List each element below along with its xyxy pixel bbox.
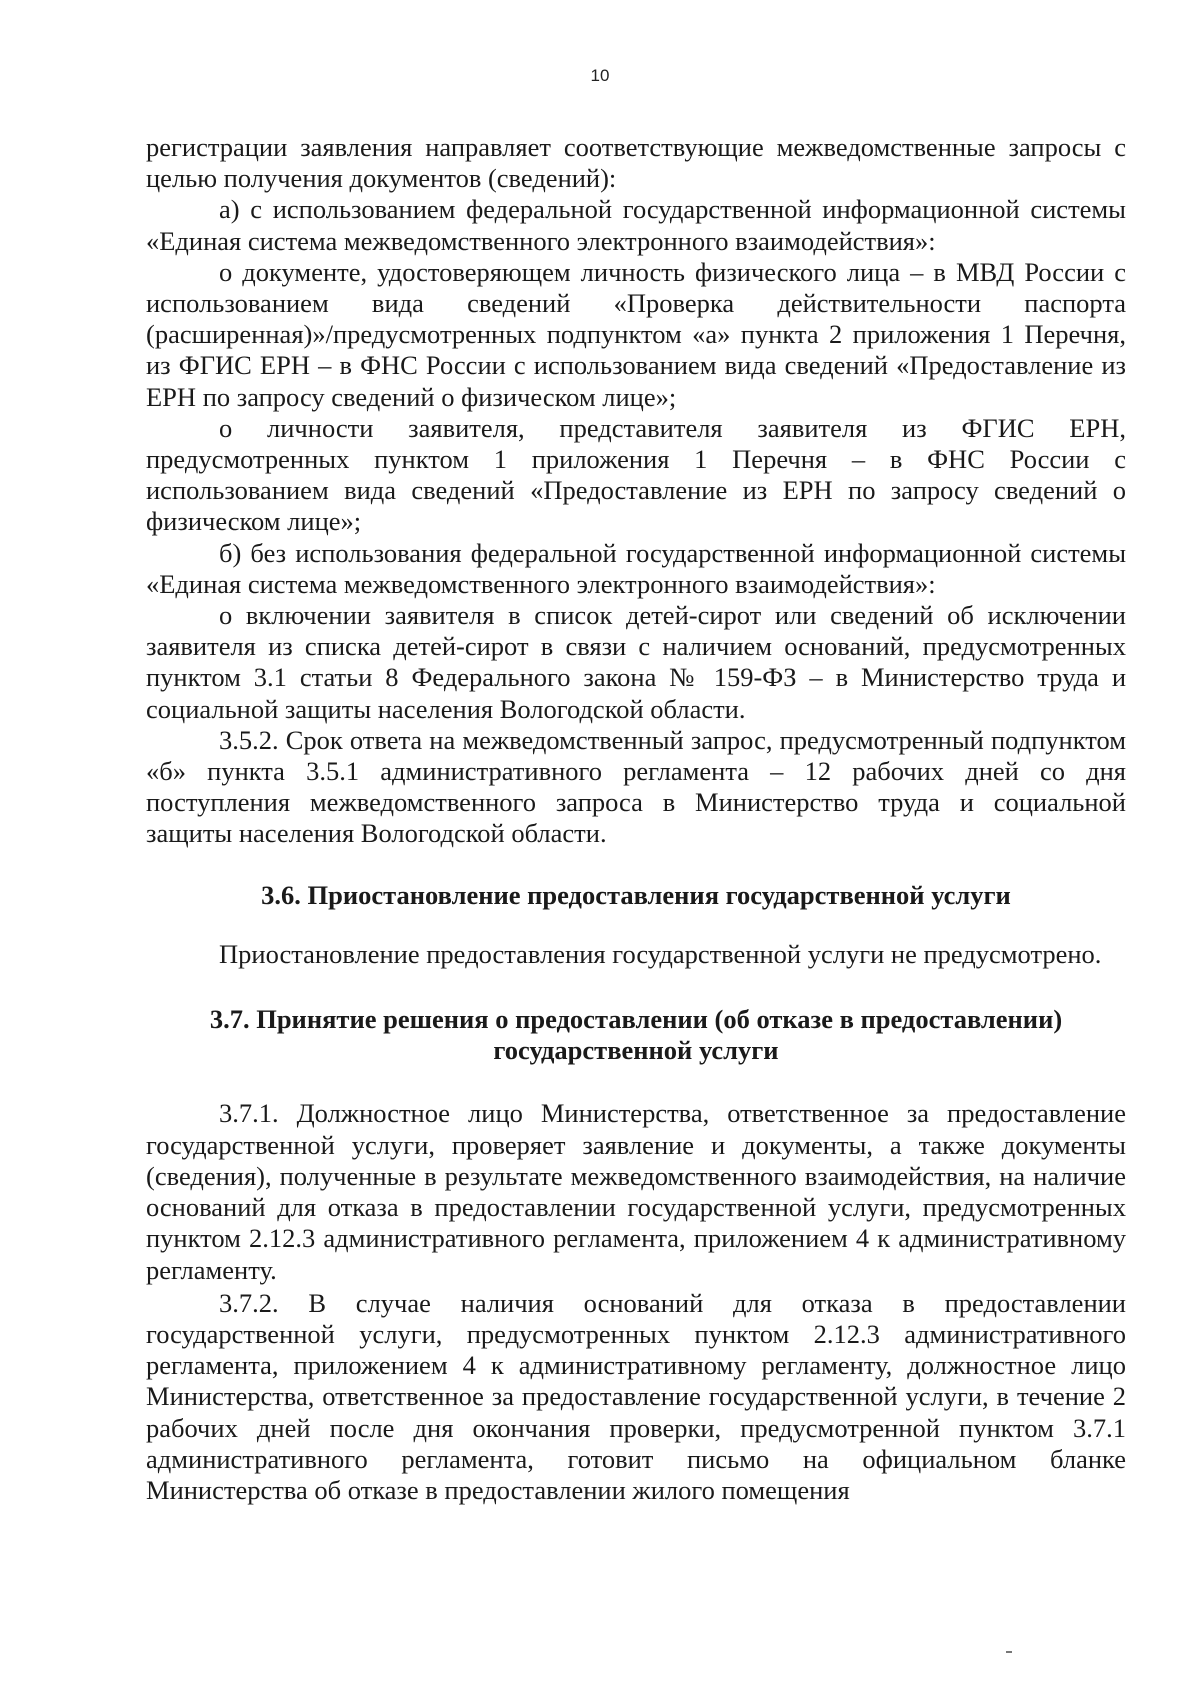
scan-mark — [1006, 1651, 1012, 1653]
paragraph-3-7-1: 3.7.1. Должностное лицо Министерства, ответственное за предоставление государственной услуги, проверяет заявление и документы, а также документы (сведения), полученные в результате межведомственного взаимодействия, на наличие оснований для отказа в предоставлении государственной услуги, предусмотренных пунктом 2.12.3 административного регламента, приложением 4 к административному регламенту. — [146, 1098, 1126, 1285]
paragraph-3-7-2: 3.7.2. В случае наличия оснований для отказа в предоставлении государственной услуги, предусмотренных пунктом 2.12.3 административного регламента, приложением 4 к административному регламенту, должностное лицо Министерства, ответственное за предоставление государственной услуги, в течение 2 рабочих дней после дня окончания проверки, предусмотренной пунктом 3.7.1 административного регламента, готовит письмо на официальном бланке Министерства об отказе в предоставлении жилого помещения — [146, 1287, 1126, 1505]
section-3-7-heading-line2: государственной услуги — [493, 1035, 779, 1066]
section-3-6-text: Приостановление предоставления государственной услуги не предусмотрено. — [219, 938, 1102, 969]
paragraph-item-b: б) без использования федеральной государственной информационной системы «Единая система межведомственного электронного взаимодействия»: — [146, 537, 1126, 599]
paragraph-continuation: регистрации заявления направляет соответствующие межведомственные запросы с целью получения документов (сведений): — [146, 132, 1126, 194]
section-3-7-heading-line1: 3.7. Принятие решения о предоставлении (об отказе в предоставлении) — [209, 1004, 1063, 1035]
document-body — [146, 132, 1126, 1506]
page-number: 10 — [590, 66, 610, 85]
paragraph-3-5-2: 3.5.2. Срок ответа на межведомственный запрос, предусмотренный подпунктом «б» пункта 3.5.1 административного регламента – 12 рабочих дней со дня поступления межведомственного запроса в Министерство труда и социальной защиты населения Вологодской области. — [146, 724, 1126, 849]
paragraph-identity-document: о документе, удостоверяющем личность физического лица – в МВД России с использованием вида сведений «Проверка действительности паспорта (расширенная)»/предусмотренных подпунктом «а» пункта 2 приложения 1 Перечня, из ФГИС ЕРН – в ФНС России с использованием вида сведений «Предоставление из ЕРН по запросу сведений о физическом лице»; — [146, 256, 1126, 412]
paragraph-applicant-identity: о личности заявителя, представителя заявителя из ФГИС ЕРН, предусмотренных пунктом 1 приложения 1 Перечня – в ФНС России с использованием вида сведений «Предоставление из ЕРН по запросу сведений о физическом лице»; — [146, 412, 1126, 537]
paragraph-orphan-list: о включении заявителя в список детей-сирот или сведений об исключении заявителя из списка детей-сирот в связи с наличием оснований, предусмотренных пунктом 3.1 статьи 8 Федерального закона № 159-ФЗ – в Министерство труда и социальной защиты населения Вологодской области. — [146, 600, 1126, 724]
paragraph-item-a: а) с использованием федеральной государственной информационной системы «Единая система межведомственного электронного взаимодействия»: — [146, 194, 1126, 256]
section-3-7-heading — [146, 1004, 1126, 1066]
section-3-6-heading: 3.6. Приостановление предоставления государственной услуги — [261, 879, 1011, 910]
